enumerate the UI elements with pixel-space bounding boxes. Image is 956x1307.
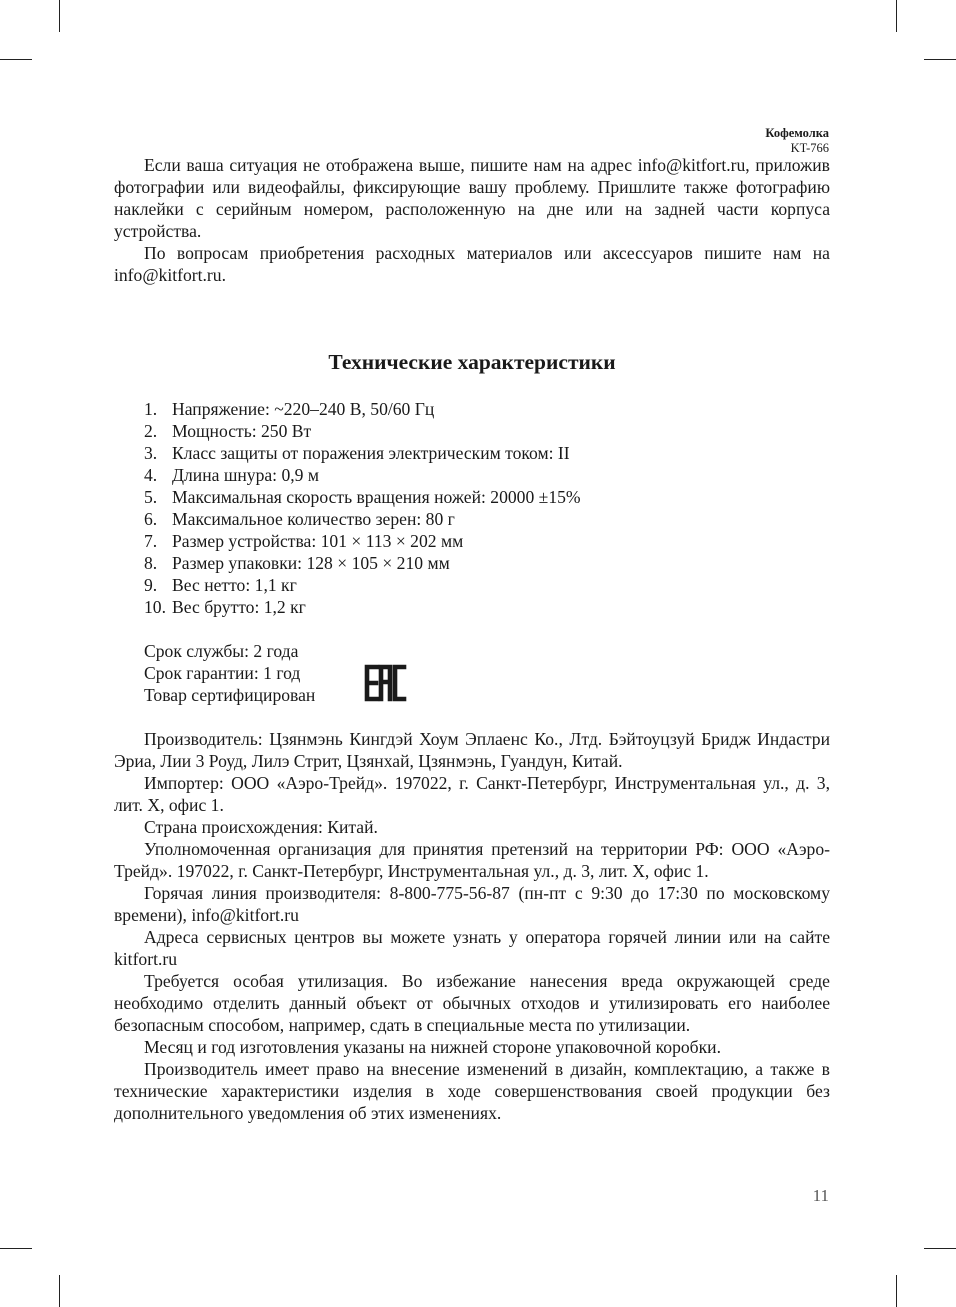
intro-section <box>114 154 830 286</box>
legal-paragraph: Импортер: ООО «Аэро-Трейд». 197022, г. Санкт-Петербург, Инструментальная ул., д. 3, лит. Х, офис 1. <box>114 773 830 815</box>
specs-list <box>144 398 581 618</box>
header-model: KT-766 <box>790 141 829 155</box>
page-number: 11 <box>812 1186 829 1205</box>
crop-mark <box>896 1275 897 1307</box>
legal-section <box>114 728 830 1124</box>
spec-number: 3. <box>144 443 158 463</box>
spec-text: Напряжение: ~220–240 В, 50/60 Гц <box>172 399 435 419</box>
spec-number: 7. <box>144 531 158 551</box>
spec-number: 8. <box>144 553 158 573</box>
spec-number: 1. <box>144 399 158 419</box>
page-header <box>765 126 829 156</box>
crop-mark <box>0 59 32 60</box>
section-title: Технические характеристики <box>328 350 616 374</box>
spec-item <box>144 442 581 464</box>
crop-mark <box>59 1275 60 1307</box>
spec-item <box>144 530 581 552</box>
spec-item <box>144 552 581 574</box>
crop-mark <box>896 0 897 32</box>
legal-paragraph: Производитель: Цзянмэнь Кингдэй Хоум Эплаенс Ко., Лтд. Бэйтоуцзуй Бридж Индастри Эриа, Лии 3 Роуд, Лилэ Стрит, Цзянхай, Цзянмэнь, Гуандун, Китай. <box>114 729 830 771</box>
spec-text: Вес брутто: 1,2 кг <box>172 597 306 617</box>
legal-paragraph: Производитель имеет право на внесение изменений в дизайн, комплектацию, а также в технические характеристики изделия в ходе совершенствования своей продукции без дополнительного уведомления об этих изменениях. <box>114 1059 830 1123</box>
crop-mark <box>924 1248 956 1249</box>
spec-text: Максимальное количество зерен: 80 г <box>172 509 455 529</box>
crop-mark <box>59 0 60 32</box>
crop-mark <box>924 59 956 60</box>
intro-paragraph: По вопросам приобретения расходных материалов или аксессуаров пишите нам на info@kitfort.ru. <box>114 243 830 285</box>
spec-item <box>144 508 581 530</box>
spec-text: Размер упаковки: 128 × 105 × 210 мм <box>172 553 450 573</box>
spec-item <box>144 464 581 486</box>
legal-paragraph: Требуется особая утилизация. Во избежание нанесения вреда окружающей среде необходимо отделить данный объект от обычных отходов и утилизировать его наиболее безопасным способом, например, сдать в специальные места по утилизации. <box>114 971 830 1035</box>
spec-text: Класс защиты от поражения электрическим током: II <box>172 443 570 463</box>
page-content <box>114 154 830 1123</box>
spec-text: Максимальная скорость вращения ножей: 20000 ±15% <box>172 487 581 507</box>
spec-text: Длина шнура: 0,9 м <box>172 465 319 485</box>
certification-text: Товар сертифицирован <box>144 685 316 705</box>
legal-paragraph: Страна происхождения: Китай. <box>144 817 378 837</box>
spec-item <box>144 486 581 508</box>
spec-number: 5. <box>144 487 158 507</box>
spec-text: Вес нетто: 1,1 кг <box>172 575 297 595</box>
legal-paragraph: Уполномоченная организация для принятия претензий на территории РФ: ООО «Аэро-Трейд». 197022, г. Санкт-Петербург, Инструментальная ул., д. 3, лит. Х, офис 1. <box>114 839 830 881</box>
spec-number: 9. <box>144 575 158 595</box>
spec-text: Мощность: 250 Вт <box>172 421 312 441</box>
intro-paragraph: Если ваша ситуация не отображена выше, пишите нам на адрес info@kitfort.ru, приложив фотографии или видеофайлы, фиксирующие вашу проблему. Пришлите также фотографию наклейки с серийным номером, расположенную на дне или на задней части корпуса устройства. <box>114 155 830 241</box>
legal-paragraph: Месяц и год изготовления указаны на нижней стороне упаковочной коробки. <box>144 1037 721 1057</box>
warranty-period: Срок гарантии: 1 год <box>144 663 301 683</box>
spec-text: Размер устройства: 101 × 113 × 202 мм <box>172 531 464 551</box>
eac-certification-icon <box>364 664 408 707</box>
legal-paragraph: Адреса сервисных центров вы можете узнать у оператора горячей линии или на сайте kitfort.ru <box>114 927 830 969</box>
service-life: Срок службы: 2 года <box>144 641 299 661</box>
spec-number: 2. <box>144 421 158 441</box>
legal-paragraph: Горячая линия производителя: 8-800-775-56-87 (пн-пт с 9:30 до 17:30 по московскому времени), info@kitfort.ru <box>114 883 830 925</box>
spec-number: 4. <box>144 465 158 485</box>
crop-mark <box>0 1248 32 1249</box>
spec-item <box>144 420 581 442</box>
spec-number: 6. <box>144 509 158 529</box>
spec-number: 10. <box>144 597 166 617</box>
warranty-block <box>144 640 315 706</box>
spec-item <box>144 596 581 618</box>
spec-item <box>144 398 581 420</box>
header-product: Кофемолка <box>765 126 829 140</box>
spec-item <box>144 574 581 596</box>
